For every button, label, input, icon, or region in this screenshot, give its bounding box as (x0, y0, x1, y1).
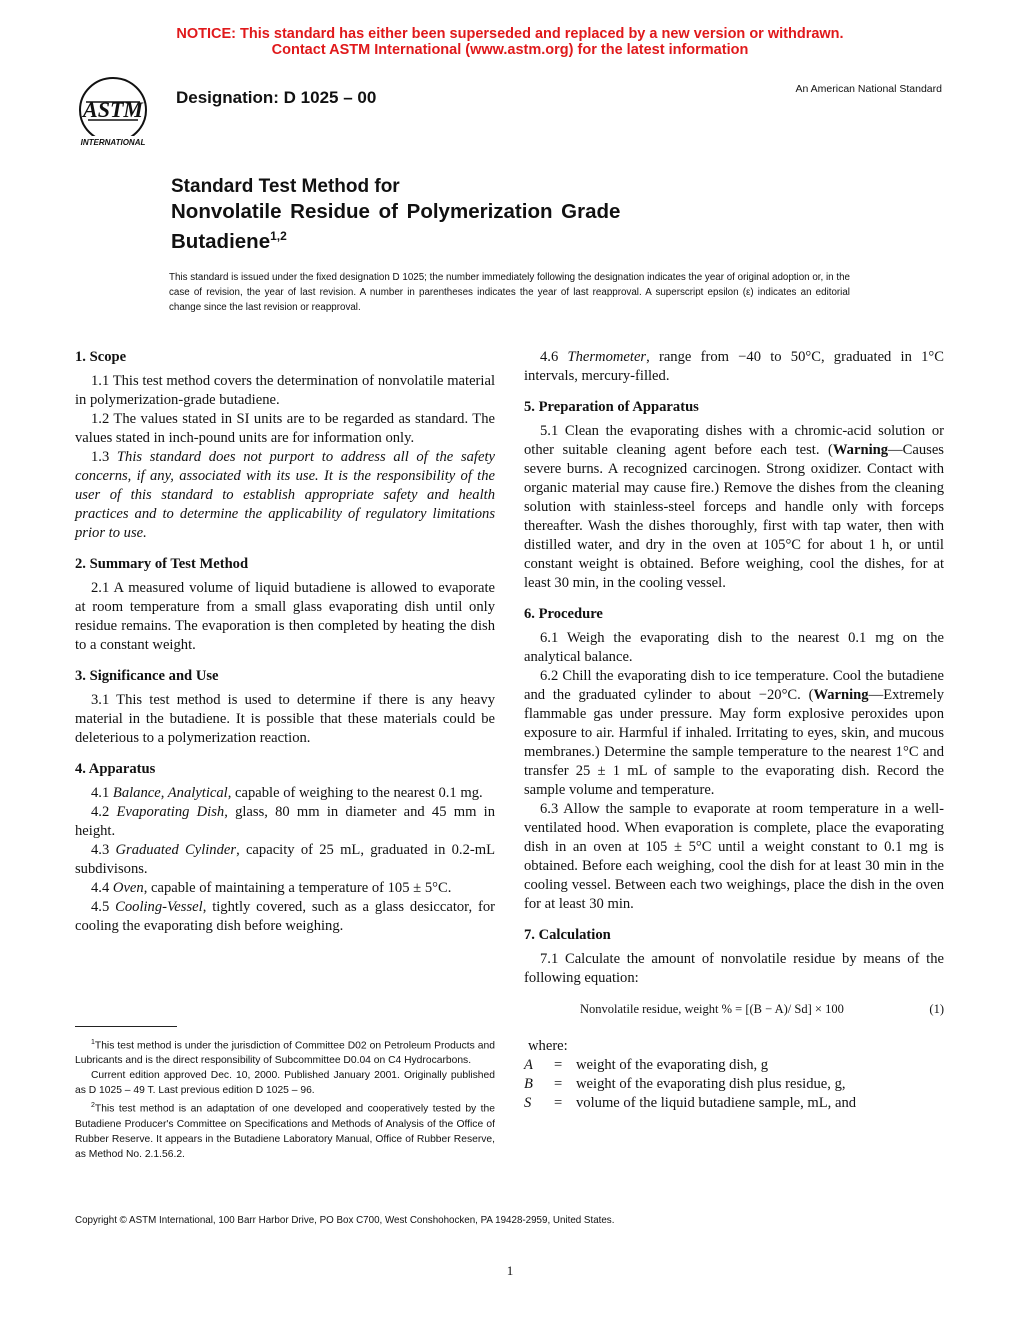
apparatus-item (75, 784, 495, 803)
paragraph-number: 1.3 (91, 449, 110, 465)
section-heading: 7. Calculation (524, 927, 611, 943)
paragraph-text: —Causes severe burns. A recognized carcinogen. Strong oxidizer. Contact with organic material may cause fire.) Remove the dishes from the cleaning solution with stainless-steel forceps and handle only with forceps thereafter. Wash the dishes thoroughly, first with tap water, then with distilled water, and dry in the oven at 105°C for about 1 h, or until constant weight is obtained. Before weighing, cool the dishes, for at least 30 min, in the cooling vessel. (524, 442, 944, 591)
title-line-2: Nonvolatile Residue of Polymerization Grade (171, 200, 621, 223)
issued-statement: This standard is issued under the fixed designation D 1025; the number immediately following the designation indicates the year of original adoption or, in the case of revision, the year of last revision. A number in parentheses indicates the year of last reapproval. A superscript epsilon (ε) indicates an editorial change since the last revision or reapproval. (169, 272, 850, 313)
item-term: Evaporating Dish (116, 804, 225, 820)
item-number: 4.6 (540, 349, 559, 365)
section-calculation (524, 926, 944, 1113)
logo-subtext: INTERNATIONAL (80, 138, 146, 147)
item-text: , range from −40 to 50°C, graduated in 1°C intervals, mercury-filled. (524, 349, 944, 384)
page-number: 1 (506, 1263, 514, 1278)
section-preparation (524, 398, 944, 593)
item-number: 4.1 (91, 785, 110, 801)
section-heading: 6. Procedure (524, 606, 603, 622)
footnote-1-edition: Current edition approved Dec. 10, 2000. Published January 2001. Originally published as D 1025 – 49 T. Last previous edition D 1025 – 96. (75, 1070, 495, 1097)
paragraph-text: 6.2 Chill the evaporating dish to ice temperature. Cool the butadiene and the graduated cylinder to about −20°C. ( (524, 668, 944, 703)
paragraph: 1.2 The values stated in SI units are to be regarded as standard. The values stated in inch-pound units are for information only. (75, 411, 495, 446)
title-butadiene: Butadiene (171, 230, 271, 253)
title-footnote-refs: 1,2 (270, 229, 287, 243)
left-column (75, 348, 495, 948)
right-column (524, 348, 944, 1125)
footnote-marker: 2 (91, 1102, 95, 1110)
item-term: Balance, Analytical (112, 785, 228, 801)
copyright: Copyright © ASTM International, 100 Barr Harbor Drive, PO Box C700, West Conshohocken, PA 19428-2959, United States. (75, 1215, 615, 1226)
item-number: 4.3 (91, 842, 110, 858)
footnote-marker: 1 (91, 1039, 95, 1046)
notice-line-2: Contact ASTM International (www.astm.org) for the latest information (271, 42, 749, 58)
apparatus-item (75, 898, 495, 936)
equation (524, 1000, 944, 1019)
notice-banner (0, 26, 1020, 58)
definition-row (524, 1075, 944, 1094)
paragraph: 1.1 This test method covers the determination of nonvolatile material in polymerization-grade butadiene. (75, 373, 495, 408)
section-significance (75, 667, 495, 748)
paragraph: 7.1 Calculate the amount of nonvolatile residue by means of the following equation: (524, 951, 944, 986)
definition-row (524, 1056, 944, 1075)
definition-row (524, 1094, 944, 1113)
item-text: , capable of weighing to the nearest 0.1 mg. (227, 785, 483, 801)
item-text: , glass, 80 mm in diameter and 45 mm in height. (75, 804, 495, 839)
item-text: , capable of maintaining a temperature of 105 ± 5°C. (143, 880, 452, 896)
section-heading: 5. Preparation of Apparatus (524, 399, 699, 415)
equation-number: (1) (929, 1002, 944, 1016)
american-national-standard-label: An American National Standard (795, 83, 942, 95)
section-procedure (524, 605, 944, 914)
section-apparatus (75, 760, 495, 936)
paragraph: 6.3 Allow the sample to evaporate at room temperature in a well-ventilated hood. When evaporation is complete, place the evaporating dish in an oven at 105 ± 5°C until a weight constant to 0.1 mg is obtained. Before each weighing, cool the dish for at least 30 min in the cooling vessel. Between each two weighings, place the dish in the oven for at least 30 min. (524, 801, 944, 912)
definition: volume of the liquid butadiene sample, mL, and (576, 1095, 857, 1111)
footnote-text: This test method is an adaptation of one developed and cooperatively tested by the Butadiene Producer's Committee on Specifications and Methods of Analysis of the Office of Rubber Reserve. It appears in the Butadiene Laboratory Manual, Office of Rubber Reserve, as Method No. 2.1.56.2. (75, 1103, 495, 1160)
section-heading: 4. Apparatus (75, 761, 156, 777)
section-heading: 3. Significance and Use (75, 668, 219, 684)
apparatus-continued (524, 348, 944, 386)
apparatus-item (75, 879, 495, 898)
section-summary (75, 555, 495, 655)
paragraph (524, 422, 944, 593)
section-scope (75, 348, 495, 543)
section-heading: 1. Scope (75, 349, 127, 365)
item-number: 4.4 (91, 880, 110, 896)
notice-line-1: NOTICE: This standard has either been superseded and replaced by a new version or withdrawn. (176, 26, 844, 42)
where-label: where: (528, 1038, 568, 1054)
paragraph-text: 5.1 Clean the evaporating dishes with a chromic-acid solution or other suitable cleaning agent before each test. ( (524, 423, 944, 458)
paragraph (524, 667, 944, 800)
title-line-3 (171, 224, 731, 254)
paragraph: 3.1 This test method is used to determine if there is any heavy material in the butadiene. It is possible that these materials could be deleterious to a polymerization reaction. (75, 692, 495, 746)
section-heading: 2. Summary of Test Method (75, 556, 249, 572)
apparatus-item (524, 348, 944, 386)
warning-label: Warning (832, 442, 889, 458)
designation: Designation: D 1025 – 00 (176, 88, 377, 107)
equals: = (554, 1057, 563, 1073)
item-term: Graduated Cylinder (115, 842, 237, 858)
where-list (524, 1037, 944, 1113)
item-text: , capacity of 25 mL, graduated in 0.2-mL subdivisons. (75, 842, 495, 877)
safety-caveat: This standard does not purport to address all of the safety concerns, if any, associated with its use. It is the responsibility of the user of this standard to establish appropriate safety and health practices and to determine the applicability of regulatory limitations prior to use. (75, 449, 495, 541)
astm-logo-icon (66, 76, 160, 152)
footnote-text: This test method is under the jurisdiction of Committee D02 on Petroleum Products and Lubricants and is the direct responsibility of Subcommittee D0.04 on C4 Hydrocarbons. (75, 1040, 495, 1067)
item-text: , tightly covered, such as a glass desiccator, for cooling the evaporating dish before weighing. (75, 899, 495, 934)
definition: weight of the evaporating dish, g (576, 1057, 769, 1073)
item-term: Thermometer (567, 349, 647, 365)
apparatus-item (75, 841, 495, 879)
document-title (171, 175, 731, 254)
logo-text: ASTM (83, 97, 143, 122)
item-number: 4.2 (91, 804, 110, 820)
paragraph-text: —Extremely flammable gas under pressure. May form explosive peroxides upon exposure to air. Harmful if inhaled. Irritating to eyes, skin, and mucous membranes.) Determine the sample temperature to the nearest 1°C and transfer 25 ± 1 mL of sample to the evaporating dish. Record the sample volume and temperature. (524, 687, 944, 798)
title-line-1: Standard Test Method for (171, 176, 400, 197)
equation-text: Nonvolatile residue, weight % = [(B − A)/ Sd] × 100 (580, 1002, 844, 1016)
paragraph: 6.1 Weigh the evaporating dish to the nearest 0.1 mg on the analytical balance. (524, 630, 944, 665)
symbol: B (524, 1076, 533, 1092)
symbol: A (524, 1057, 533, 1073)
footnote-divider (75, 1026, 177, 1027)
item-term: Oven (112, 880, 144, 896)
symbol: S (524, 1095, 532, 1111)
equals: = (554, 1076, 563, 1092)
definition: weight of the evaporating dish plus residue, g, (576, 1076, 846, 1092)
paragraph (75, 448, 495, 543)
item-term: Cooling-Vessel (115, 899, 203, 915)
apparatus-item (75, 803, 495, 841)
footnote-2 (75, 1098, 495, 1161)
footnote-1 (75, 1035, 495, 1068)
paragraph: 2.1 A measured volume of liquid butadiene is allowed to evaporate at room temperature from a small glass evaporating dish until only residue remains. The evaporation is then completed by heating the dish to a constant weight. (75, 580, 495, 653)
item-number: 4.5 (91, 899, 110, 915)
warning-label: Warning (813, 687, 869, 703)
footnotes (75, 1035, 495, 1162)
astm-logo (66, 76, 160, 152)
equals: = (554, 1095, 563, 1111)
